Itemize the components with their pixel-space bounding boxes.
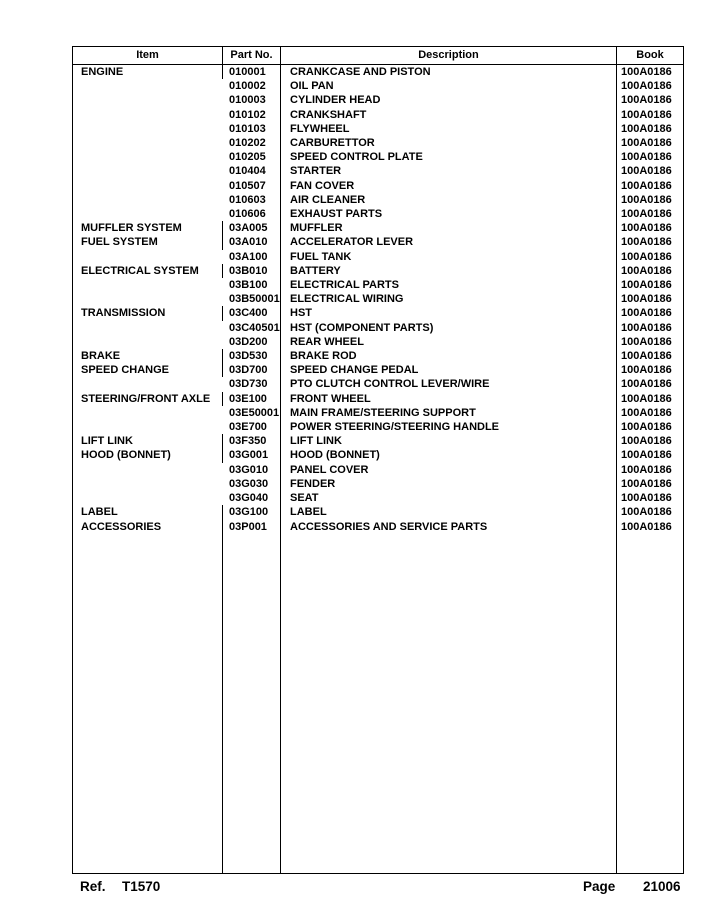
cell-book: 100A0186	[621, 506, 672, 519]
cell-description: PANEL COVER	[281, 463, 617, 477]
cell-book: 100A0186	[621, 151, 672, 164]
table-body	[73, 65, 683, 534]
cell-book: 100A0186	[621, 321, 672, 334]
cell-part-no: 010003	[223, 93, 281, 107]
cell-item: FUEL SYSTEM	[73, 235, 223, 249]
column-header-part-no: Part No.	[223, 47, 281, 64]
cell-part-no: 03G001	[223, 448, 281, 462]
cell-part-no: 010002	[223, 79, 281, 93]
table-row	[73, 235, 683, 249]
cell-description: OIL PAN	[281, 79, 617, 93]
table-row	[73, 122, 683, 136]
filler-cell-part-no	[223, 534, 281, 873]
table-row	[73, 505, 683, 519]
cell-part-no: 010507	[223, 179, 281, 193]
cell-part-no: 03D200	[223, 335, 281, 349]
cell-book: 100A0186	[621, 208, 672, 221]
cell-part-no: 010001	[223, 65, 281, 79]
cell-part-no: 03E700	[223, 420, 281, 434]
cell-description: ACCESSORIES AND SERVICE PARTS	[281, 520, 617, 534]
cell-item: BRAKE	[73, 349, 223, 363]
table-row	[73, 463, 683, 477]
cell-item: ENGINE	[73, 65, 223, 79]
cell-description: FLYWHEEL	[281, 122, 617, 136]
table-row	[73, 164, 683, 178]
table-row	[73, 335, 683, 349]
cell-description: HST	[281, 306, 617, 320]
cell-book: 100A0186	[621, 520, 672, 533]
table-row	[73, 420, 683, 434]
cell-book: 100A0186	[621, 392, 672, 405]
cell-book: 100A0186	[621, 449, 672, 462]
cell-part-no: 03C400	[223, 306, 281, 320]
table-row	[73, 434, 683, 448]
footer-page-value: 21006	[643, 879, 681, 894]
cell-description: PTO CLUTCH CONTROL LEVER/WIRE	[281, 377, 617, 391]
cell-part-no: 03A100	[223, 250, 281, 264]
cell-book: 100A0186	[621, 307, 672, 320]
column-header-description: Description	[281, 47, 617, 64]
filler-cell-item	[73, 534, 223, 873]
cell-description: HOOD (BONNET)	[281, 448, 617, 462]
cell-description: SPEED CHANGE PEDAL	[281, 363, 617, 377]
cell-description: CRANKSHAFT	[281, 108, 617, 122]
cell-part-no: 03D730	[223, 377, 281, 391]
cell-description: MAIN FRAME/STEERING SUPPORT	[281, 406, 617, 420]
cell-part-no: 03B50001	[223, 292, 281, 306]
table-row	[73, 179, 683, 193]
cell-description: CRANKCASE AND PISTON	[281, 65, 617, 79]
cell-part-no: 03E50001	[223, 406, 281, 420]
cell-book: 100A0186	[621, 236, 672, 249]
cell-book: 100A0186	[621, 279, 672, 292]
table-row	[73, 150, 683, 164]
table-row	[73, 93, 683, 107]
cell-part-no: 03D530	[223, 349, 281, 363]
cell-book: 100A0186	[621, 137, 672, 150]
table-row	[73, 278, 683, 292]
cell-description: LIFT LINK	[281, 434, 617, 448]
table-row	[73, 108, 683, 122]
table-row	[73, 448, 683, 462]
cell-description: BRAKE ROD	[281, 349, 617, 363]
cell-book: 100A0186	[621, 350, 672, 363]
cell-part-no: 03C40501	[223, 321, 281, 335]
table-row	[73, 306, 683, 320]
footer-ref-label: Ref.	[80, 879, 106, 894]
cell-book: 100A0186	[621, 94, 672, 107]
cell-book: 100A0186	[621, 264, 672, 277]
filler-cell-book	[617, 534, 683, 873]
cell-book: 100A0186	[621, 222, 672, 235]
cell-description: HST (COMPONENT PARTS)	[281, 321, 617, 335]
cell-part-no: 03P001	[223, 520, 281, 534]
table-row	[73, 477, 683, 491]
cell-item: TRANSMISSION	[73, 306, 223, 320]
cell-description: BATTERY	[281, 264, 617, 278]
cell-item: HOOD (BONNET)	[73, 448, 223, 462]
column-header-item: Item	[73, 47, 223, 64]
cell-book: 100A0186	[621, 364, 672, 377]
cell-description: FENDER	[281, 477, 617, 491]
cell-part-no: 03F350	[223, 434, 281, 448]
cell-book: 100A0186	[621, 108, 672, 121]
cell-part-no: 010103	[223, 122, 281, 136]
cell-description: STARTER	[281, 164, 617, 178]
cell-part-no: 03B010	[223, 264, 281, 278]
cell-part-no: 03G100	[223, 505, 281, 519]
cell-book: 100A0186	[621, 435, 672, 448]
table-row	[73, 292, 683, 306]
cell-description: SPEED CONTROL PLATE	[281, 150, 617, 164]
table-row	[73, 136, 683, 150]
cell-part-no: 03G010	[223, 463, 281, 477]
footer-ref-value: T1570	[122, 879, 161, 894]
cell-item: SPEED CHANGE	[73, 363, 223, 377]
cell-item: ACCESSORIES	[73, 520, 223, 534]
cell-part-no: 010603	[223, 193, 281, 207]
cell-part-no: 03E100	[223, 392, 281, 406]
table-row	[73, 349, 683, 363]
table-row	[73, 221, 683, 235]
cell-book: 100A0186	[621, 179, 672, 192]
cell-description: CYLINDER HEAD	[281, 93, 617, 107]
cell-description: AIR CLEANER	[281, 193, 617, 207]
cell-description: FRONT WHEEL	[281, 392, 617, 406]
cell-item: ELECTRICAL SYSTEM	[73, 264, 223, 278]
cell-description: MUFFLER	[281, 221, 617, 235]
parts-table	[72, 46, 684, 874]
cell-book: 100A0186	[621, 378, 672, 391]
table-row	[73, 520, 683, 534]
cell-book: 100A0186	[621, 250, 672, 263]
cell-description: REAR WHEEL	[281, 335, 617, 349]
cell-description: POWER STEERING/STEERING HANDLE	[281, 420, 617, 434]
table-row	[73, 363, 683, 377]
table-row	[73, 406, 683, 420]
table-row	[73, 377, 683, 391]
cell-description: ACCELERATOR LEVER	[281, 235, 617, 249]
cell-book: 100A0186	[621, 477, 672, 490]
cell-item: MUFFLER SYSTEM	[73, 221, 223, 235]
table-row	[73, 491, 683, 505]
cell-description: EXHAUST PARTS	[281, 207, 617, 221]
footer-page-label: Page	[583, 879, 616, 894]
table-row	[73, 392, 683, 406]
cell-description: FAN COVER	[281, 179, 617, 193]
cell-book: 100A0186	[621, 492, 672, 505]
table-row	[73, 264, 683, 278]
cell-book: 100A0186	[621, 122, 672, 135]
cell-item: STEERING/FRONT AXLE	[73, 392, 223, 406]
cell-item: LABEL	[73, 505, 223, 519]
cell-book: 100A0186	[621, 66, 672, 78]
table-header-row	[73, 47, 683, 65]
table-row	[73, 207, 683, 221]
table-row	[73, 79, 683, 93]
table-filler	[73, 534, 683, 873]
cell-description: ELECTRICAL WIRING	[281, 292, 617, 306]
cell-part-no: 03G040	[223, 491, 281, 505]
cell-part-no: 010404	[223, 164, 281, 178]
cell-book: 100A0186	[621, 293, 672, 306]
table-row	[73, 193, 683, 207]
table-row	[73, 65, 683, 79]
cell-description: ELECTRICAL PARTS	[281, 278, 617, 292]
cell-part-no: 03D700	[223, 363, 281, 377]
cell-part-no: 03A005	[223, 221, 281, 235]
cell-book: 100A0186	[621, 421, 672, 434]
filler-cell-description	[281, 534, 617, 873]
cell-description: CARBURETTOR	[281, 136, 617, 150]
cell-part-no: 010606	[223, 207, 281, 221]
cell-part-no: 010102	[223, 108, 281, 122]
cell-book: 100A0186	[621, 335, 672, 348]
cell-part-no: 010202	[223, 136, 281, 150]
table-row	[73, 321, 683, 335]
cell-book: 100A0186	[621, 193, 672, 206]
cell-part-no: 03G030	[223, 477, 281, 491]
cell-part-no: 03B100	[223, 278, 281, 292]
cell-description: LABEL	[281, 505, 617, 519]
cell-book: 100A0186	[621, 165, 672, 178]
cell-description: FUEL TANK	[281, 250, 617, 264]
cell-book: 100A0186	[621, 406, 672, 419]
cell-book: 100A0186	[621, 463, 672, 476]
cell-book: 100A0186	[621, 80, 672, 93]
cell-description: SEAT	[281, 491, 617, 505]
cell-part-no: 03A010	[223, 235, 281, 249]
cell-item: LIFT LINK	[73, 434, 223, 448]
table-row	[73, 250, 683, 264]
column-header-book: Book	[636, 49, 664, 61]
cell-part-no: 010205	[223, 150, 281, 164]
